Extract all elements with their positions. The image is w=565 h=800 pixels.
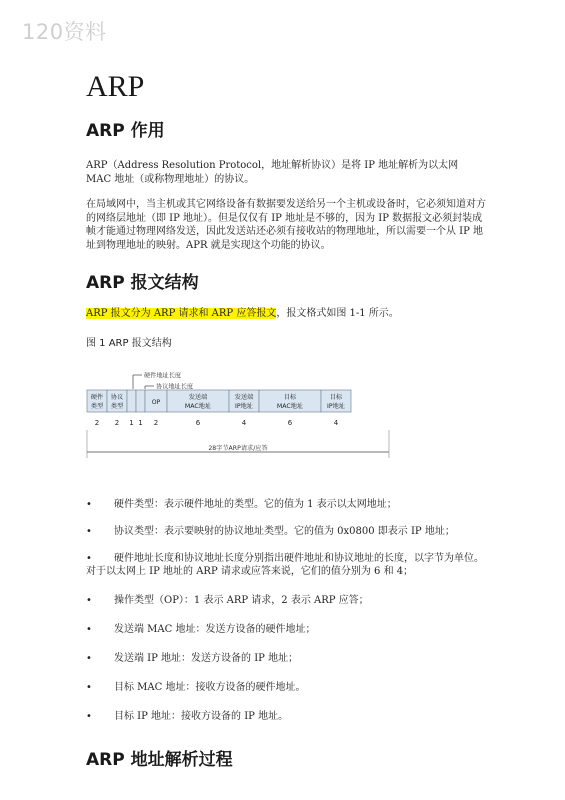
field-name-line2: IP地址 bbox=[327, 403, 345, 410]
list-item-text: • 协议类型：表示要映射的协议地址类型。它的值为 0x0800 即表示 IP 地址； bbox=[114, 526, 455, 537]
section-title-arp-process: ARP 地址解析过程 bbox=[86, 750, 233, 770]
field-size: 2 bbox=[114, 419, 120, 427]
list-item bbox=[86, 498, 486, 511]
list-item bbox=[86, 552, 486, 578]
list-item bbox=[86, 652, 486, 665]
field-name-line2: IP地址 bbox=[235, 403, 253, 410]
field-name-line1: OP bbox=[151, 399, 161, 406]
paragraph-arp-definition: ARP（Address Resolution Protocol，地址解析协议）是将 IP 地址解析为以太网 MAC 地址（或称物理地址）的协议。 bbox=[86, 160, 459, 185]
intro-rest: ，报文格式如图 1-1 所示。 bbox=[276, 308, 399, 319]
field-size: 6 bbox=[195, 419, 201, 427]
field-size: 1 bbox=[138, 419, 143, 427]
list-item bbox=[86, 681, 486, 694]
field-size: 4 bbox=[241, 419, 247, 427]
list-item bbox=[86, 594, 486, 607]
section-title-arp-structure: ARP 报文结构 bbox=[86, 273, 199, 293]
field-cell bbox=[127, 390, 136, 412]
document-body bbox=[86, 70, 486, 770]
field-name-line2: 类型 bbox=[110, 403, 124, 410]
label-hw-len: 硬件地址长度 bbox=[144, 372, 182, 380]
list-item bbox=[86, 623, 486, 636]
list-item bbox=[86, 525, 486, 538]
label-proto-len: 协议地址长度 bbox=[156, 383, 194, 391]
field-name-line1: 发送端 bbox=[188, 394, 208, 401]
paragraph-structure-intro bbox=[86, 307, 486, 321]
field-name-line1: 发送端 bbox=[234, 394, 254, 401]
list-item-text: • 发送端 IP 地址：发送方设备的 IP 地址； bbox=[114, 653, 299, 664]
list-item-text: • 目标 IP 地址：接收方设备的 IP 地址。 bbox=[114, 711, 289, 722]
field-description-list bbox=[86, 498, 486, 723]
field-name-line1: 目标 bbox=[329, 394, 343, 401]
field-name-line2: MAC地址 bbox=[184, 403, 212, 410]
figure-caption: 图 1 ARP 报文结构 bbox=[86, 337, 172, 349]
field-size: 4 bbox=[333, 419, 339, 427]
paragraph-arp-purpose: 在局域网中，当主机或其它网络设备有数据要发送给另一个主机或设备时，它必须知道对方的网络层地址（即 IP 地址）。但是仅仅有 IP 地址是不够的，因为 IP 数据报文必须封装成帧才能通过物理网络发送，因此发送站还必须有接收站的物理地址，所以需要一个从 IP 地址到物理地址的映射。APR 就是实现这个功能的协议。 bbox=[86, 199, 486, 251]
arp-packet-diagram bbox=[86, 360, 391, 464]
field-name-line1: 目标 bbox=[283, 394, 297, 401]
list-item-text: • 目标 MAC 地址：接收方设备的硬件地址。 bbox=[114, 682, 306, 693]
field-name-line2: 类型 bbox=[90, 403, 104, 410]
highlighted-text: ARP 报文分为 ARP 请求和 ARP 应答报文 bbox=[86, 308, 277, 319]
watermark: 120资料 bbox=[22, 20, 107, 44]
list-item-text: • 硬件类型：表示硬件地址的类型。它的值为 1 表示以太网地址； bbox=[114, 499, 397, 510]
total-length-label: 28字节ARP请求/应答 bbox=[208, 445, 268, 452]
list-item bbox=[86, 710, 486, 723]
list-item-text: • 发送端 MAC 地址：发送方设备的硬件地址； bbox=[114, 624, 316, 635]
list-item-text: • 硬件地址长度和协议地址长度分别指出硬件地址和协议地址的长度，以字节为单位。对于以太网上 IP 地址的 ARP 请求或应答来说，它们的值分别为 6 和 4； bbox=[86, 553, 484, 577]
section-title-arp-role: ARP 作用 bbox=[86, 121, 165, 141]
field-name-line2: MAC地址 bbox=[276, 403, 304, 410]
field-size: 6 bbox=[287, 419, 293, 427]
field-name-line1: 硬件 bbox=[90, 394, 104, 401]
field-name-line1: 协议 bbox=[110, 394, 124, 401]
field-cell bbox=[136, 390, 145, 412]
doc-title: ARP bbox=[86, 70, 145, 103]
list-item-text: • 操作类型（OP）：1 表示 ARP 请求，2 表示 ARP 应答； bbox=[114, 595, 369, 606]
field-size: 2 bbox=[94, 419, 100, 427]
field-size: 2 bbox=[153, 419, 159, 427]
field-size: 1 bbox=[129, 419, 134, 427]
